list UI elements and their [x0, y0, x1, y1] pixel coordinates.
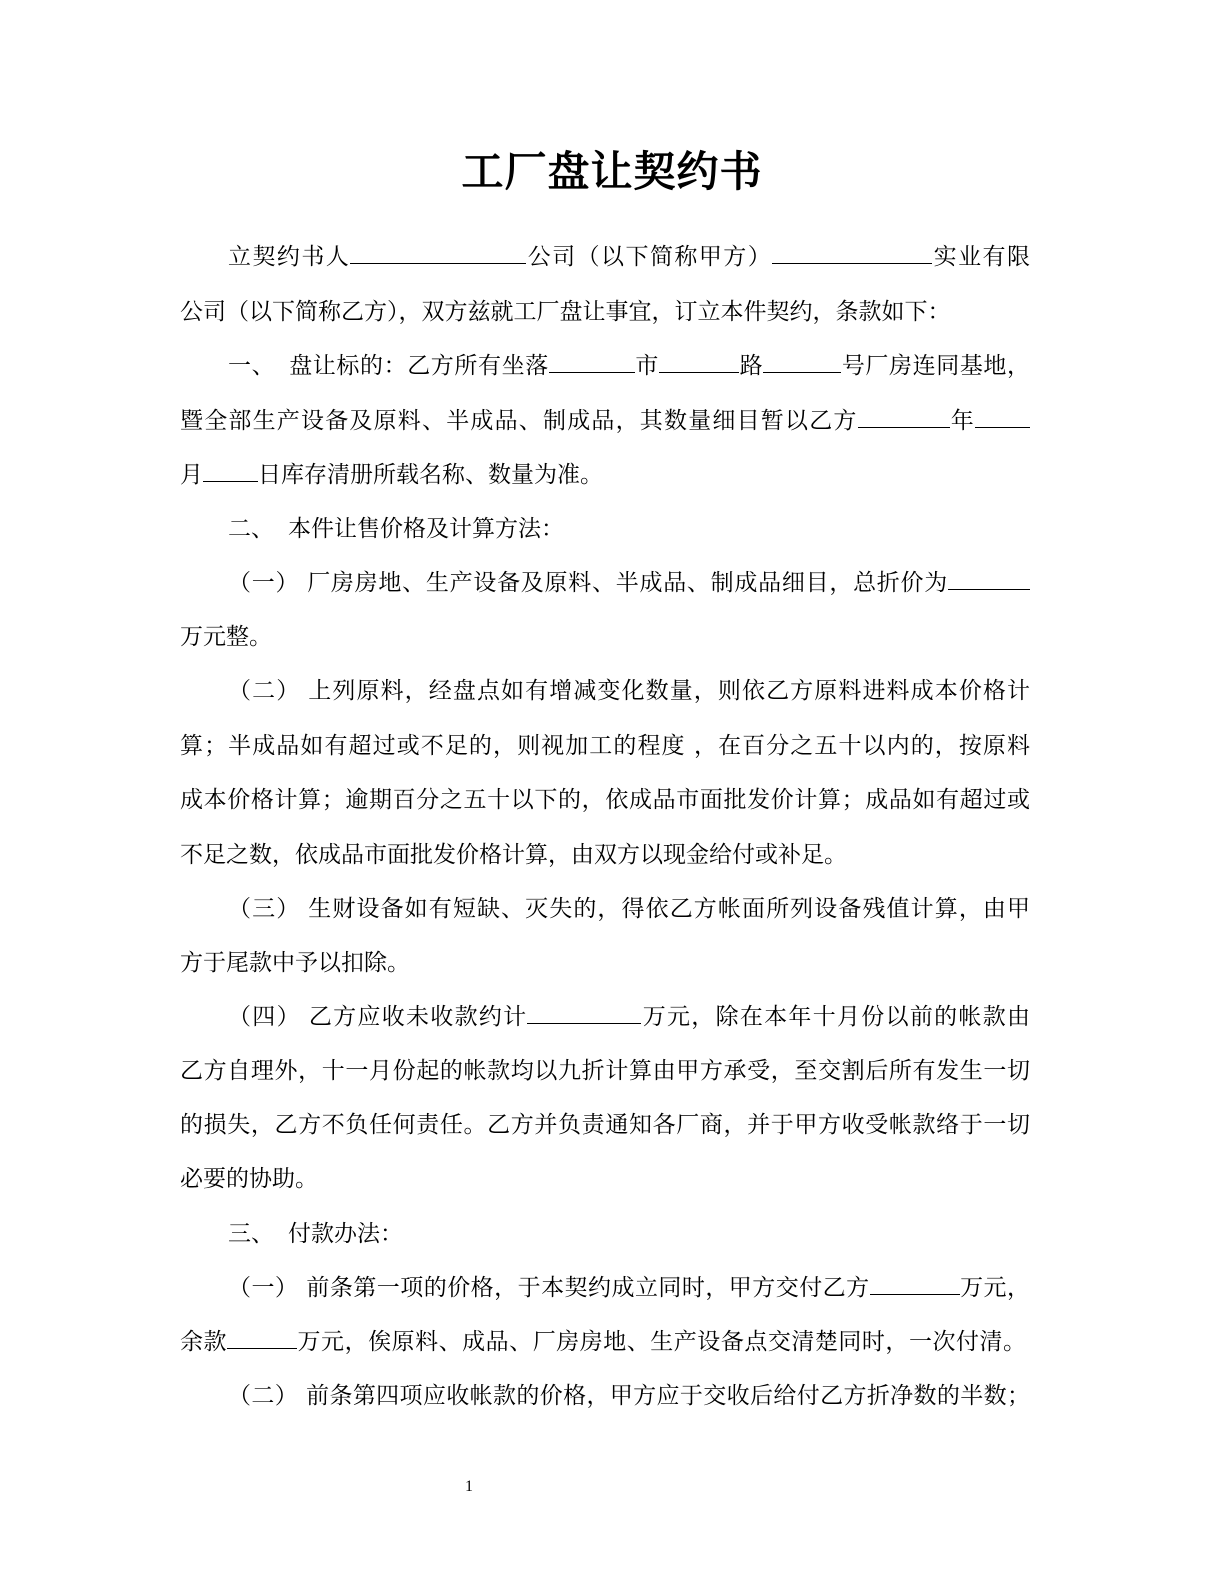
subclause-number: （一）: [228, 1275, 299, 1301]
clause-line: [228, 351, 1030, 381]
text-segment: 市: [634, 353, 660, 379]
subclause-line: [228, 1273, 1030, 1303]
blank-field: [659, 352, 739, 373]
subclause-line: [228, 676, 1030, 706]
blank-field: [549, 352, 635, 373]
subclause-line: [228, 894, 1030, 924]
text-segment: 万元整。: [180, 624, 272, 650]
clause-line: [180, 406, 1030, 436]
text-segment: 付款办法：: [288, 1221, 403, 1247]
page-number: 1: [465, 1478, 473, 1495]
text-segment: 立契约书人: [228, 244, 351, 270]
blank-field: [870, 1274, 960, 1295]
text-segment: 乙方应收未收款约计: [308, 1004, 528, 1030]
subclause-number: （四）: [228, 1004, 301, 1030]
text-segment: 不足之数，依成品市面批发价格计算，由双方以现金给付或补足。: [180, 842, 847, 868]
text-segment: 本件让售价格及计算方法：: [288, 516, 564, 542]
blank-field: [227, 1328, 297, 1349]
blank-field: [948, 569, 1030, 590]
subclause-line: [180, 731, 1030, 761]
text-segment: 公司（以下简称乙方），双方兹就工厂盘让事宜，订立本件契约，条款如下：: [180, 299, 951, 325]
preamble-line: [180, 297, 951, 327]
subclause-line: [228, 568, 1030, 598]
text-segment: 成本价格计算；逾期百分之五十以下的，依成品市面批发价计算；成品如有超过或: [180, 787, 1030, 813]
text-segment: 算；半成品如有超过或不足的，则视加工的程度 ，在百分之五十以内的，按原料: [180, 733, 1030, 759]
clause-number: 二、: [228, 516, 274, 542]
subclause-line: [180, 1327, 1026, 1357]
text-segment: 方于尾款中予以扣除。: [180, 950, 410, 976]
subclause-line: [228, 1002, 1030, 1032]
text-segment: 盘让标的：乙方所有坐落: [289, 353, 549, 379]
clause-number: 三、: [228, 1221, 274, 1247]
blank-field: [858, 407, 950, 428]
subclause-line: [228, 1381, 1030, 1411]
blank-field: [975, 407, 1030, 428]
text-segment: 号厂房连同基地，: [841, 353, 1031, 379]
clause-line: [180, 460, 603, 490]
text-segment: 暨全部生产设备及原料、半成品、制成品，其数量细目暂以乙方: [180, 408, 858, 434]
blank-field: [203, 461, 258, 482]
subclause-number: （三）: [228, 896, 301, 922]
text-segment: 的损失，乙方不负任何责任。乙方并负责通知各厂商，并于甲方收受帐款络于一切: [180, 1112, 1030, 1138]
subclause-line: [180, 785, 1030, 815]
text-segment: 万元，俟原料、成品、厂房房地、生产设备点交清楚同时，一次付清。: [297, 1329, 1027, 1355]
subclause-line: [180, 622, 272, 652]
blank-field: [350, 243, 526, 264]
text-segment: 前条第一项的价格，于本契约成立同时，甲方交付乙方: [306, 1275, 870, 1301]
clause-heading: [228, 1219, 403, 1249]
text-segment: 公司（以下简称甲方）: [526, 244, 773, 270]
text-segment: 日库存清册所载名称、数量为准。: [258, 462, 603, 488]
text-segment: 上列原料，经盘点如有增减变化数量，则依乙方原料进料成本价格计: [308, 678, 1030, 704]
blank-field: [763, 352, 841, 373]
clause-heading: [228, 514, 564, 544]
text-segment: 万元，: [959, 1275, 1031, 1301]
text-segment: 路: [739, 353, 764, 379]
text-segment: 月: [180, 462, 203, 488]
preamble-line: [228, 242, 1030, 272]
text-segment: 万元，除在本年十月份以前的帐款由: [641, 1004, 1031, 1030]
clause-number: 一、: [228, 353, 276, 379]
subclause-number: （二）: [228, 678, 301, 704]
subclause-line: [180, 948, 410, 978]
text-segment: 实业有限: [932, 244, 1031, 270]
document-title: 工厂盘让契约书: [461, 147, 763, 196]
blank-field: [772, 243, 932, 264]
text-segment: 年: [949, 408, 976, 434]
subclause-line: [180, 840, 847, 870]
text-segment: 乙方自理外，十一月份起的帐款均以九折计算由甲方承受，至交割后所有发生一切: [180, 1058, 1030, 1084]
text-segment: 前条第四项应收帐款的价格，甲方应于交收后给付乙方折净数的半数；: [306, 1383, 1031, 1409]
text-segment: 厂房房地、生产设备及原料、半成品、制成品细目，总折价为: [307, 570, 949, 596]
subclause-number: （二）: [228, 1383, 299, 1409]
text-segment: 余款: [180, 1329, 228, 1355]
subclause-line: [180, 1056, 1030, 1086]
subclause-line: [180, 1164, 318, 1194]
subclause-line: [180, 1110, 1030, 1140]
subclause-number: （一）: [228, 570, 300, 596]
blank-field: [527, 1003, 641, 1024]
text-segment: 生财设备如有短缺、灭失的，得依乙方帐面所列设备残值计算，由甲: [308, 896, 1030, 922]
text-segment: 必要的协助。: [180, 1166, 318, 1192]
